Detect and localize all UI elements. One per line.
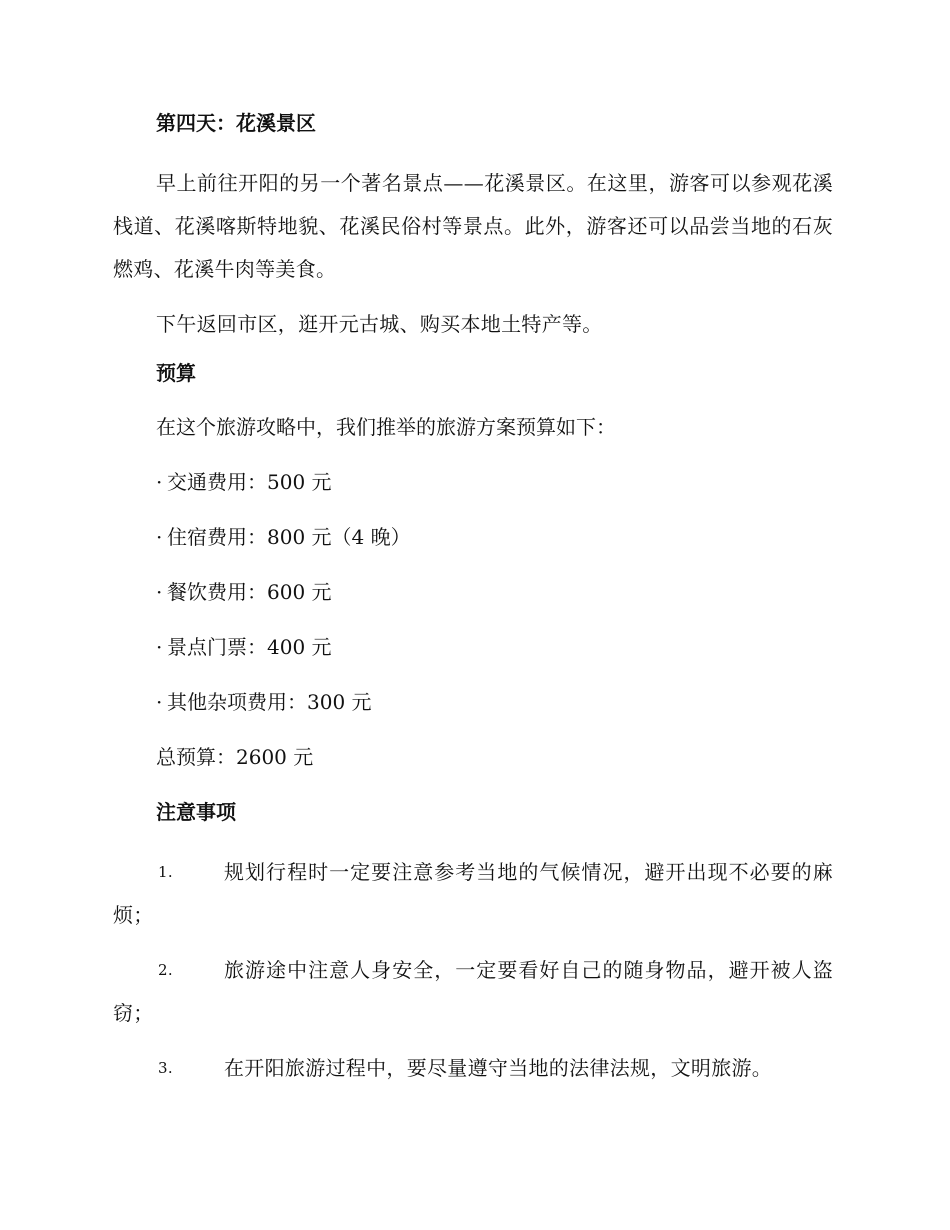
notes-heading: 注意事项: [156, 800, 236, 824]
notes-item-text: 在开阳旅游过程中，要尽量遵守当地的法律法规，文明旅游。: [224, 1056, 773, 1080]
notes-item: [113, 949, 833, 1035]
budget-heading: 预算: [156, 361, 196, 385]
notes-item-text: 旅游途中注意人身安全，一定要看好自己的随身物品，避开被人盗窃；: [113, 958, 833, 1025]
budget-item-tickets: [113, 632, 833, 662]
notes-item-number: 3.: [158, 1059, 173, 1077]
budget-item-text: 景点门票：400 元: [167, 635, 332, 659]
day4-heading: 第四天：花溪景区: [156, 111, 316, 135]
day4-paragraph-afternoon: 下午返回市区，逛开元古城、购买本地土特产等。: [156, 312, 603, 336]
budget-total: 总预算：2600 元: [156, 745, 314, 769]
bullet-dot: ·: [156, 580, 163, 604]
notes-item-text: 规划行程时一定要注意参考当地的气候情况，避开出现不必要的麻烦；: [113, 860, 833, 927]
budget-item-text: 餐饮费用：600 元: [167, 580, 332, 604]
budget-intro: 在这个旅游攻略中，我们推举的旅游方案预算如下：: [156, 415, 616, 439]
bullet-dot: ·: [156, 690, 163, 714]
notes-list: [113, 851, 833, 1090]
bullet-dot: ·: [156, 635, 163, 659]
notes-item-number: 2.: [158, 961, 173, 979]
budget-item-text: 其他杂项费用：300 元: [167, 690, 372, 714]
notes-item: [113, 851, 833, 937]
budget-item-lodging: [113, 522, 833, 552]
budget-item-misc: [113, 687, 833, 717]
day4-paragraph-morning: 早上前往开阳的另一个著名景点——花溪景区。在这里，游客可以参观花溪栈道、花溪喀斯特地貌、花溪民俗村等景点。此外，游客还可以品尝当地的石灰燃鸡、花溪牛肉等美食。: [113, 171, 833, 281]
bullet-dot: ·: [156, 525, 163, 549]
budget-item-dining: [113, 577, 833, 607]
notes-item: [113, 1047, 833, 1090]
budget-item-text: 交通费用：500 元: [167, 470, 332, 494]
document-content: [113, 108, 833, 1102]
bullet-dot: ·: [156, 470, 163, 494]
budget-item-text: 住宿费用：800 元（4 晚）: [167, 525, 411, 549]
notes-item-number: 1.: [158, 863, 173, 881]
budget-item-transport: [113, 467, 833, 497]
